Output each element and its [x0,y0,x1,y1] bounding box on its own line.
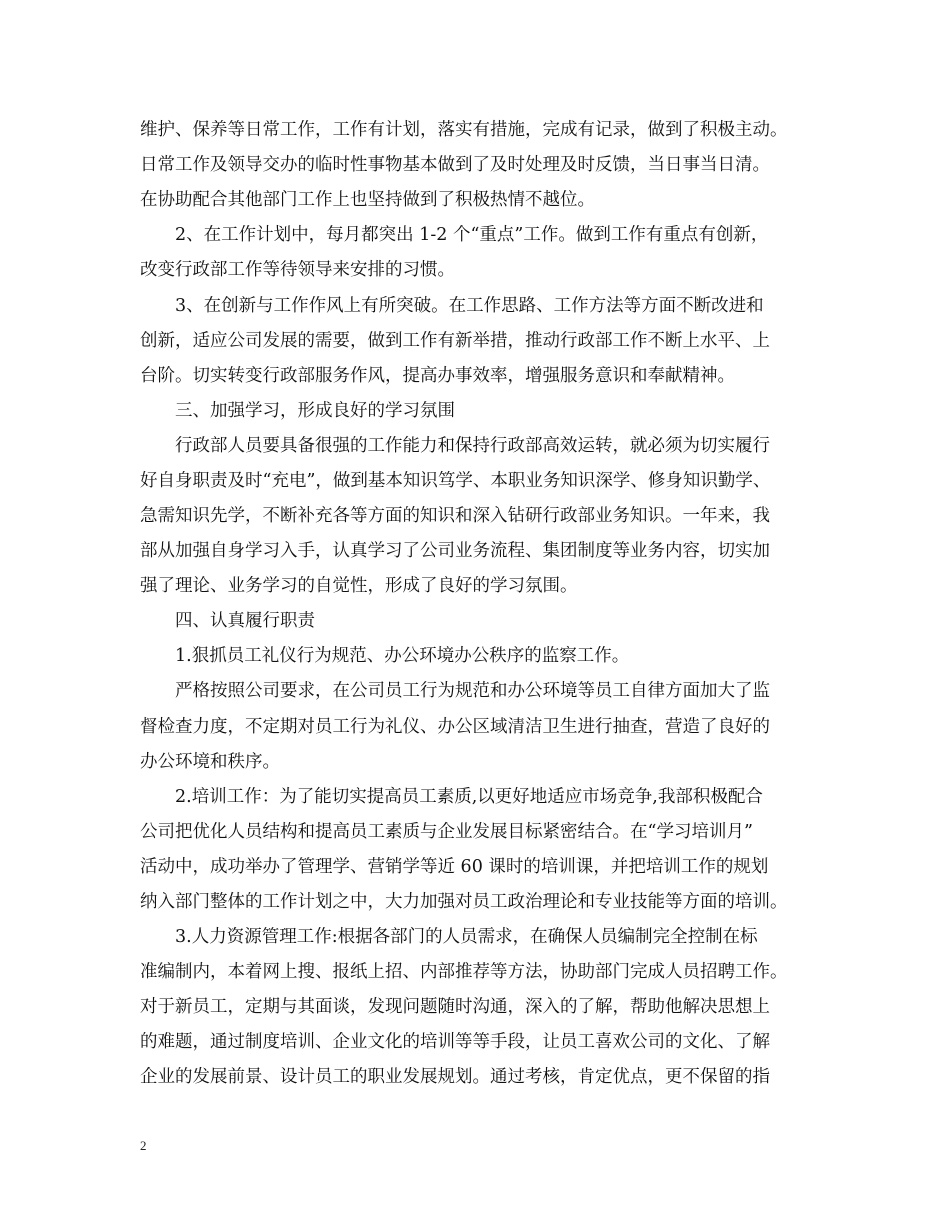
text-line: 在协助配合其他部门工作上也坚持做到了积极热情不越位。 [140,190,595,210]
section-heading: 四、认真履行职责 [175,611,315,631]
text-line: 部从加强自身学习入手，认真学习了公司业务流程、集团制度等业务内容，切实加 [140,541,770,561]
text-line: 2.培训工作：为了能切实提高员工素质,以更好地适应市场竞争,我部积极配合 [175,787,763,807]
text-line: 3.人力资源管理工作:根据各部门的人员需求，在确保人员编制完全控制在标 [175,927,758,947]
text-line: 对于新员工，定期与其面谈，发现问题随时沟通，深入的了解，帮助他解决思想上 [140,997,770,1017]
text-line: 行政部人员要具备很强的工作能力和保持行政部高效运转，就必须为切实履行 [175,436,770,456]
text-line: 台阶。切实转变行政部服务作风，提高办事效率，增强服务意识和奉献精神。 [140,366,735,386]
text-line: 活动中，成功举办了管理学、营销学等近 60 课时的培训课，并把培训工作的规划 [140,857,769,877]
text-line: 2、在工作计划中，每月都突出 1-2 个“重点”工作。做到工作有重点有创新， [175,225,769,245]
section-heading: 三、加强学习，形成良好的学习氛围 [175,401,455,421]
text-line: 准编制内，本着网上搜、报纸上招、内部推荐等方法，协助部门完成人员招聘工作。 [140,962,788,982]
text-line: 好自身职责及时“充电”，做到基本知识笃学、本职业务知识深学、修身知识勤学、 [140,471,771,491]
text-line: 急需知识先学，不断补充各等方面的知识和深入钻研行政部业务知识。一年来，我 [140,506,770,526]
text-line: 办公环境和秩序。 [140,752,280,772]
text-line: 改变行政部工作等待领导来安排的习惯。 [140,260,455,280]
text-line: 公司把优化人员结构和提高员工素质与企业发展目标紧密结合。在“学习培训月” [140,822,753,842]
text-line: 3、在创新与工作作风上有所突破。在工作思路、工作方法等方面不断改进和 [175,296,764,316]
text-line: 日常工作及领导交办的临时性事物基本做到了及时处理及时反馈，当日事当日清。 [140,155,770,175]
text-line: 严格按照公司要求，在公司员工行为规范和办公环境等员工自律方面加大了监 [175,681,770,701]
text-line: 创新，适应公司发展的需要，做到工作有新举措，推动行政部工作不断上水平、上 [140,331,770,351]
text-line: 督检查力度，不定期对员工行为礼仪、办公区域清洁卫生进行抽查，营造了良好的 [140,717,770,737]
text-line: 1.狠抓员工礼仪行为规范、办公环境办公秩序的监察工作。 [175,646,630,666]
text-line: 维护、保养等日常工作，工作有计划，落实有措施，完成有记录，做到了积极主动。 [140,120,788,140]
text-line: 的难题，通过制度培训、企业文化的培训等等手段，让员工喜欢公司的文化、了解 [140,1032,770,1052]
text-line: 强了理论、业务学习的自觉性，形成了良好的学习氛围。 [140,576,578,596]
page-number: 2 [140,1138,147,1153]
text-line: 企业的发展前景、设计员工的职业发展规划。通过考核，肯定优点，更不保留的指 [140,1067,770,1087]
text-line: 纳入部门整体的工作计划之中，大力加强对员工政治理论和专业技能等方面的培训。 [140,892,788,912]
